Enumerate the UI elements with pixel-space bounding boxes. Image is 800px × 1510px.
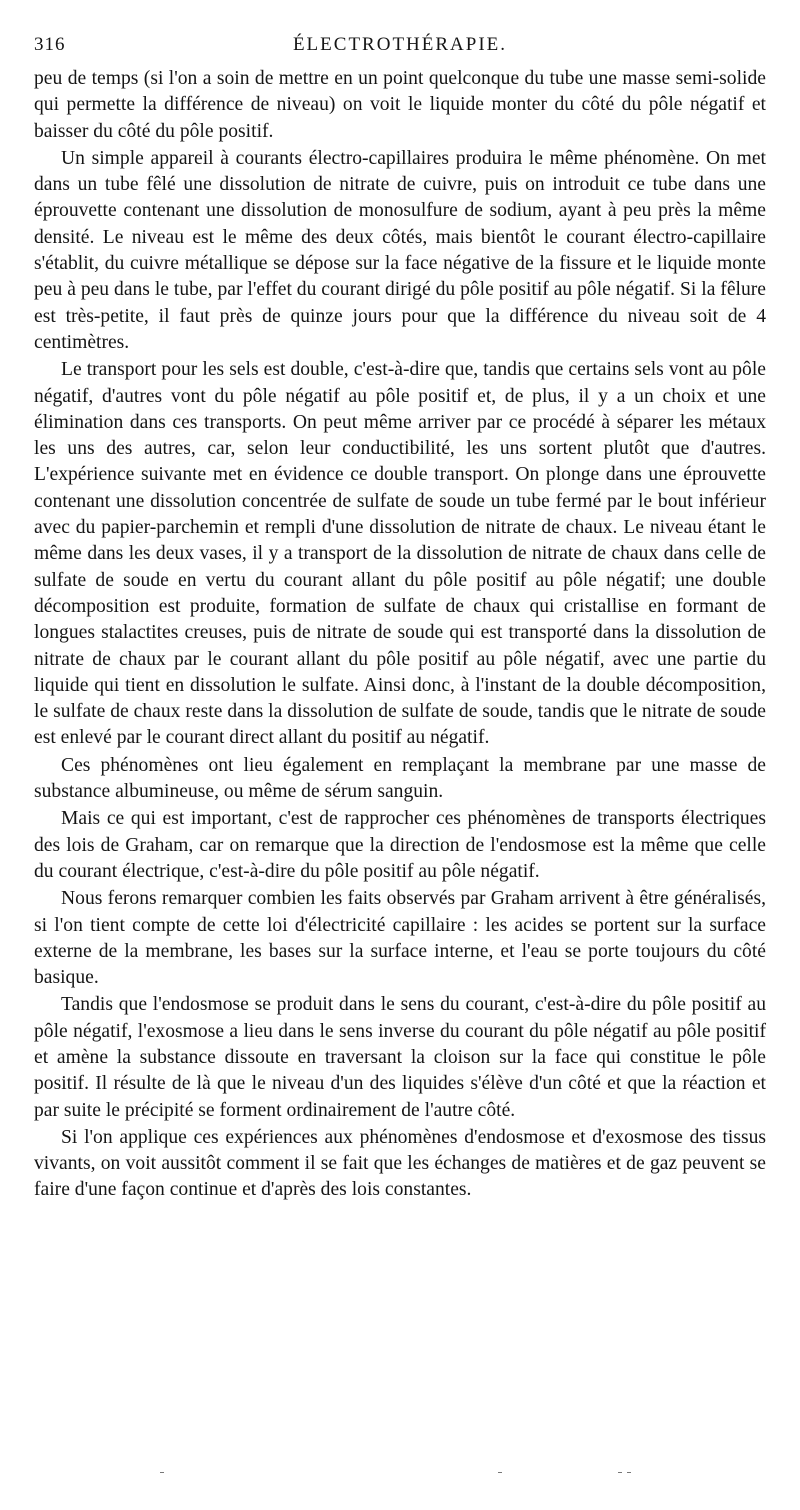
speck bbox=[627, 1472, 631, 1473]
paragraph: Nous ferons remarquer combien les faits observés par Graham arrivent à être généralisés, si l'on tient compte de cette loi d'électricité capillaire : les acides se portent sur la surface externe de la membrane, les bases sur la surface interne, et l'eau se porte toujours du côté basique. bbox=[34, 888, 766, 989]
scan-specks bbox=[0, 1470, 800, 1480]
paragraph: Si l'on applique ces expériences aux phénomènes d'endosmose et d'exosmose des tissus vivants, on voit aussitôt comment il se fait que les échanges de matières et de gaz peuvent se faire d'une façon continue et d'après des lois constantes. bbox=[34, 1126, 766, 1201]
paragraph: Mais ce qui est important, c'est de rapprocher ces phénomènes de transports électriques des lois de Graham, car on remarque que la direction de l'endosmose est la même que celle du courant électrique, c'est-à-dire du pôle positif au pôle négatif. bbox=[34, 808, 766, 882]
page-header bbox=[34, 26, 766, 56]
page-number: 316 bbox=[34, 34, 66, 55]
paragraph: Ces phénomènes ont lieu également en remplaçant la membrane par une masse de substance albumineuse, ou même de sérum sanguin. bbox=[34, 754, 766, 803]
book-page bbox=[34, 26, 766, 1205]
paragraph: Un simple appareil à courants électro-capillaires produira le même phénomène. On met dans un tube fêlé une dissolution de nitrate de cuivre, puis on introduit ce tube dans une éprouvette contenant une dissolution de monosulfure de sodium, ayant à peu près la même densité. Le niveau est le même des deux côtés, mais bientôt le courant électro-capillaire s'établit, du cuivre métallique se dépose sur la face négative de la fissure et le liquide monte peu à peu dans le tube, par l'effet du courant dirigé du pôle positif au pôle négatif. Si la fêlure est très-petite, il faut près de quinze jours pour que la différence du niveau soit de 4 centimètres. bbox=[34, 147, 766, 353]
speck bbox=[618, 1472, 622, 1473]
paragraph: Tandis que l'endosmose se produit dans le sens du courant, c'est-à-dire du pôle positif au pôle négatif, l'exosmose a lieu dans le sens inverse du courant du pôle négatif au pôle positif et amène la substance dissoute en traversant la cloison sur la face qui constitue le pôle positif. Il résulte de là que le niveau d'un des liquides s'élève d'un côté et que la réaction et par suite le précipité se forment ordinairement de l'autre côté. bbox=[34, 994, 766, 1121]
speck bbox=[498, 1472, 502, 1473]
paragraph: peu de temps (si l'on a soin de mettre en un point quelconque du tube une masse semi-solide qui permette la différence de niveau) on voit le liquide monter du côté du pôle négatif et baisser du côté du pôle positif. bbox=[34, 68, 766, 142]
speck bbox=[160, 1472, 164, 1473]
body-text bbox=[34, 66, 766, 1204]
paragraph: Le transport pour les sels est double, c'est-à-dire que, tandis que certains sels vont au pôle négatif, d'autres vont du pôle négatif au pôle positif et, de plus, il y a un choix et une élimination dans ces transports. On peut même arriver par ce procédé à séparer les métaux les uns des autres, car, selon leur conductibilité, les uns sortent plutôt que d'autres. L'expérience suivante met en évidence ce double transport. On plonge dans une éprouvette contenant une dissolution concentrée de sulfate de soude un tube fermé par le bout inférieur avec du papier-parchemin et rempli d'une dissolution de nitrate de chaux. Le niveau étant le même dans les deux vases, il y a transport de la dissolution de nitrate de chaux dans celle de sulfate de soude en vertu du courant allant du pôle positif au pôle négatif; une double décomposition est produite, formation de sulfate de chaux qui cristallise en formant de longues stalactites creuses, puis de nitrate de soude qui est transporté dans la dissolution de nitrate de chaux par le courant allant du pôle positif au pôle négatif, avec une partie du liquide qui tient en dissolution le sulfate. Ainsi donc, à l'instant de la double décomposition, le sulfate de chaux reste dans la dissolution de sulfate de soude, tandis que le nitrate de soude est enlevé par le courant direct allant du positif au négatif. bbox=[34, 359, 766, 749]
running-title: ÉLECTROTHÉRAPIE. bbox=[292, 34, 508, 55]
